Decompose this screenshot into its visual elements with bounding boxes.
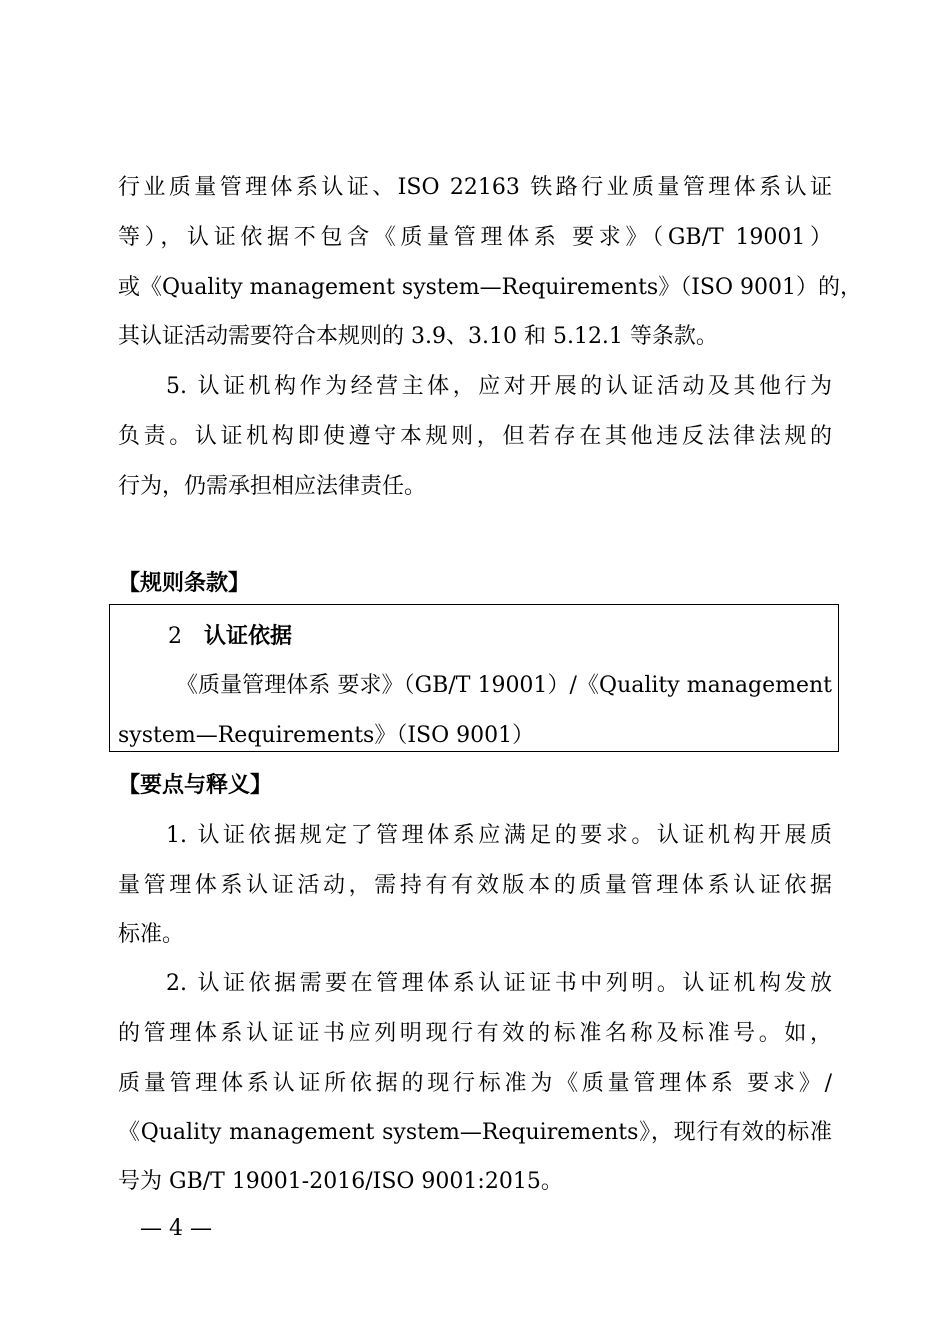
- point1-line-1: 1. 认证依据规定了管理体系应满足的要求。认证机构开展质: [166, 823, 832, 848]
- explain-heading: 【要点与释义】: [118, 773, 273, 798]
- point1-line-3: 标准。: [118, 922, 185, 947]
- intro-line-3: 或《Quality management system—Requirements》（ISO 9001）的，: [118, 275, 863, 300]
- item5-line-2: 负责。认证机构即使遵守本规则，但若存在其他违反法律法规的: [118, 424, 832, 449]
- rule-number: 2: [168, 624, 182, 649]
- point2-line-3: 质量管理体系认证所依据的现行标准为《质量管理体系 要求》/: [118, 1071, 832, 1096]
- rule-standard-line-1: 《质量管理体系 要求》（GB/T 19001）/《Quality management: [176, 673, 832, 698]
- intro-line-2: 等），认证依据不包含《质量管理体系 要求》（GB/T 19001）: [118, 225, 832, 250]
- intro-line-1: 行业质量管理体系认证、ISO 22163 铁路行业质量管理体系认证: [118, 175, 832, 200]
- rule-title-text: 认证依据: [204, 624, 293, 649]
- rules-heading: 【规则条款】: [118, 571, 251, 596]
- rule-title: [168, 622, 292, 652]
- point2-line-2: 的管理体系认证证书应列明现行有效的标准名称及标准号。如，: [118, 1021, 832, 1046]
- item5-line-3: 行为，仍需承担相应法律责任。: [118, 474, 427, 499]
- point2-line-1: 2. 认证依据需要在管理体系认证证书中列明。认证机构发放: [166, 971, 832, 996]
- page-number: — 4 —: [140, 1216, 212, 1241]
- rule-standard-line-2: system—Requirements》（ISO 9001）: [118, 723, 535, 748]
- rule-box: [109, 604, 839, 752]
- intro-line-4: 其认证活动需要符合本规则的 3.9、3.10 和 5.12.1 等条款。: [118, 324, 718, 349]
- point2-line-5: 号为 GB/T 19001-2016/ISO 9001:2015。: [118, 1169, 563, 1194]
- item5-line-1: 5. 认证机构作为经营主体，应对开展的认证活动及其他行为: [166, 374, 832, 399]
- point2-line-4: 《Quality management system—Requirements》，现行有效的标准: [118, 1120, 832, 1145]
- point1-line-2: 量管理体系认证活动，需持有有效版本的质量管理体系认证依据: [118, 873, 832, 898]
